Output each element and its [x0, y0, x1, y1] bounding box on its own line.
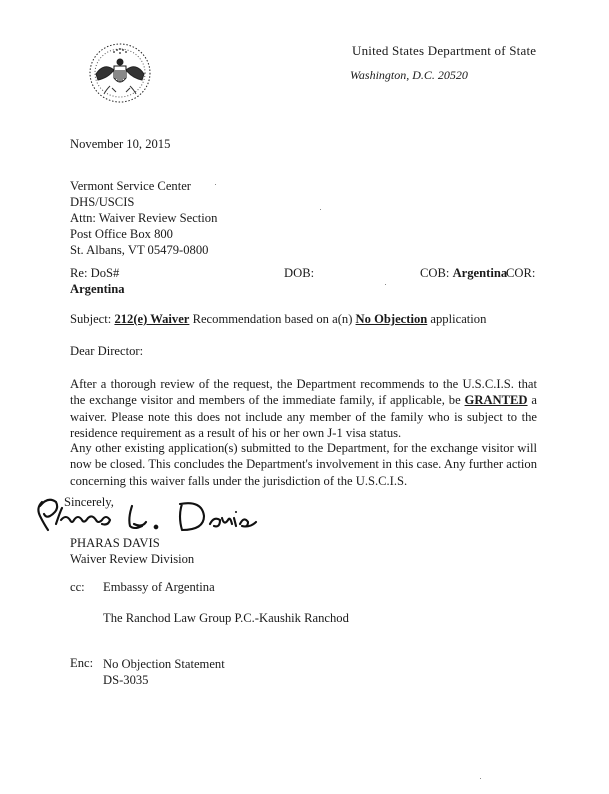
body-paragraph-1	[70, 376, 537, 442]
p1-granted: GRANTED	[464, 393, 528, 408]
enclosure-item: No Objection Statement	[103, 657, 225, 671]
handwritten-signature	[34, 494, 274, 540]
subject-label: Subject:	[70, 312, 112, 326]
cob-label: COB:	[420, 266, 450, 280]
cob-value: Argentina	[452, 266, 508, 280]
signer-block	[70, 535, 194, 567]
dob-label: DOB:	[284, 266, 315, 280]
cor-label: COR:	[506, 266, 536, 280]
scan-speck	[480, 778, 481, 779]
address-line: DHS/USCIS	[70, 195, 135, 209]
letterhead-department: United States Department of State	[352, 43, 537, 58]
p1-text-before: After a thorough review of the request, the Department recommends to the U.S.C.I.S. that the exchange visitor and members of the immediate family, if applicable, be	[70, 377, 537, 408]
address-line: Post Office Box 800	[70, 227, 173, 241]
cc-recipient: The Ranchod Law Group P.C.-Kaushik Ranchod	[103, 611, 349, 625]
scan-speck	[320, 209, 321, 210]
recipient-address	[70, 178, 217, 258]
scan-speck	[215, 184, 216, 185]
letter-date: November 10, 2015	[70, 137, 171, 151]
enclosure-label: Enc:	[70, 656, 94, 670]
subject-waiver-type: 212(e) Waiver	[114, 312, 190, 326]
cc-label: cc:	[70, 580, 85, 594]
subject-middle: Recommendation based on a(n)	[192, 312, 353, 326]
salutation: Dear Director:	[70, 344, 144, 358]
closing-sincerely: Sincerely,	[64, 495, 114, 509]
body-paragraph-2: Any other existing application(s) submitted to the Department, for the exchange visitor will now be closed. This concludes the Department's involvement in this case. Any further action concerning this waiver falls under the jurisdiction of the U.S.C.I.S.	[70, 441, 537, 488]
reference-block	[70, 266, 537, 298]
enclosure-list	[103, 656, 225, 688]
subject-basis: No Objection	[355, 312, 428, 326]
cc-recipient: Embassy of Argentina	[103, 580, 215, 594]
address-line: St. Albans, VT 05479-0800	[70, 243, 209, 257]
subject-end: application	[430, 312, 487, 326]
re-label: Re: DoS#	[70, 266, 120, 280]
scan-speck	[385, 284, 386, 285]
enclosure-item: DS-3035	[103, 673, 149, 687]
department-seal-icon	[86, 40, 154, 106]
signer-division: Waiver Review Division	[70, 552, 195, 566]
cor-value: Argentina	[70, 282, 125, 296]
subject-line	[70, 312, 486, 328]
address-line: Vermont Service Center	[70, 179, 191, 193]
letterhead-location: Washington, D.C. 20520	[350, 68, 468, 82]
signer-name: PHARAS DAVIS	[70, 536, 160, 550]
address-line: Attn: Waiver Review Section	[70, 211, 218, 225]
cob-field	[420, 266, 507, 282]
p1-text-after: a waiver. Please note this does not include any member of the family who is subject to the residence requirement as a result of his or her own J-1 visa status.	[70, 393, 537, 441]
